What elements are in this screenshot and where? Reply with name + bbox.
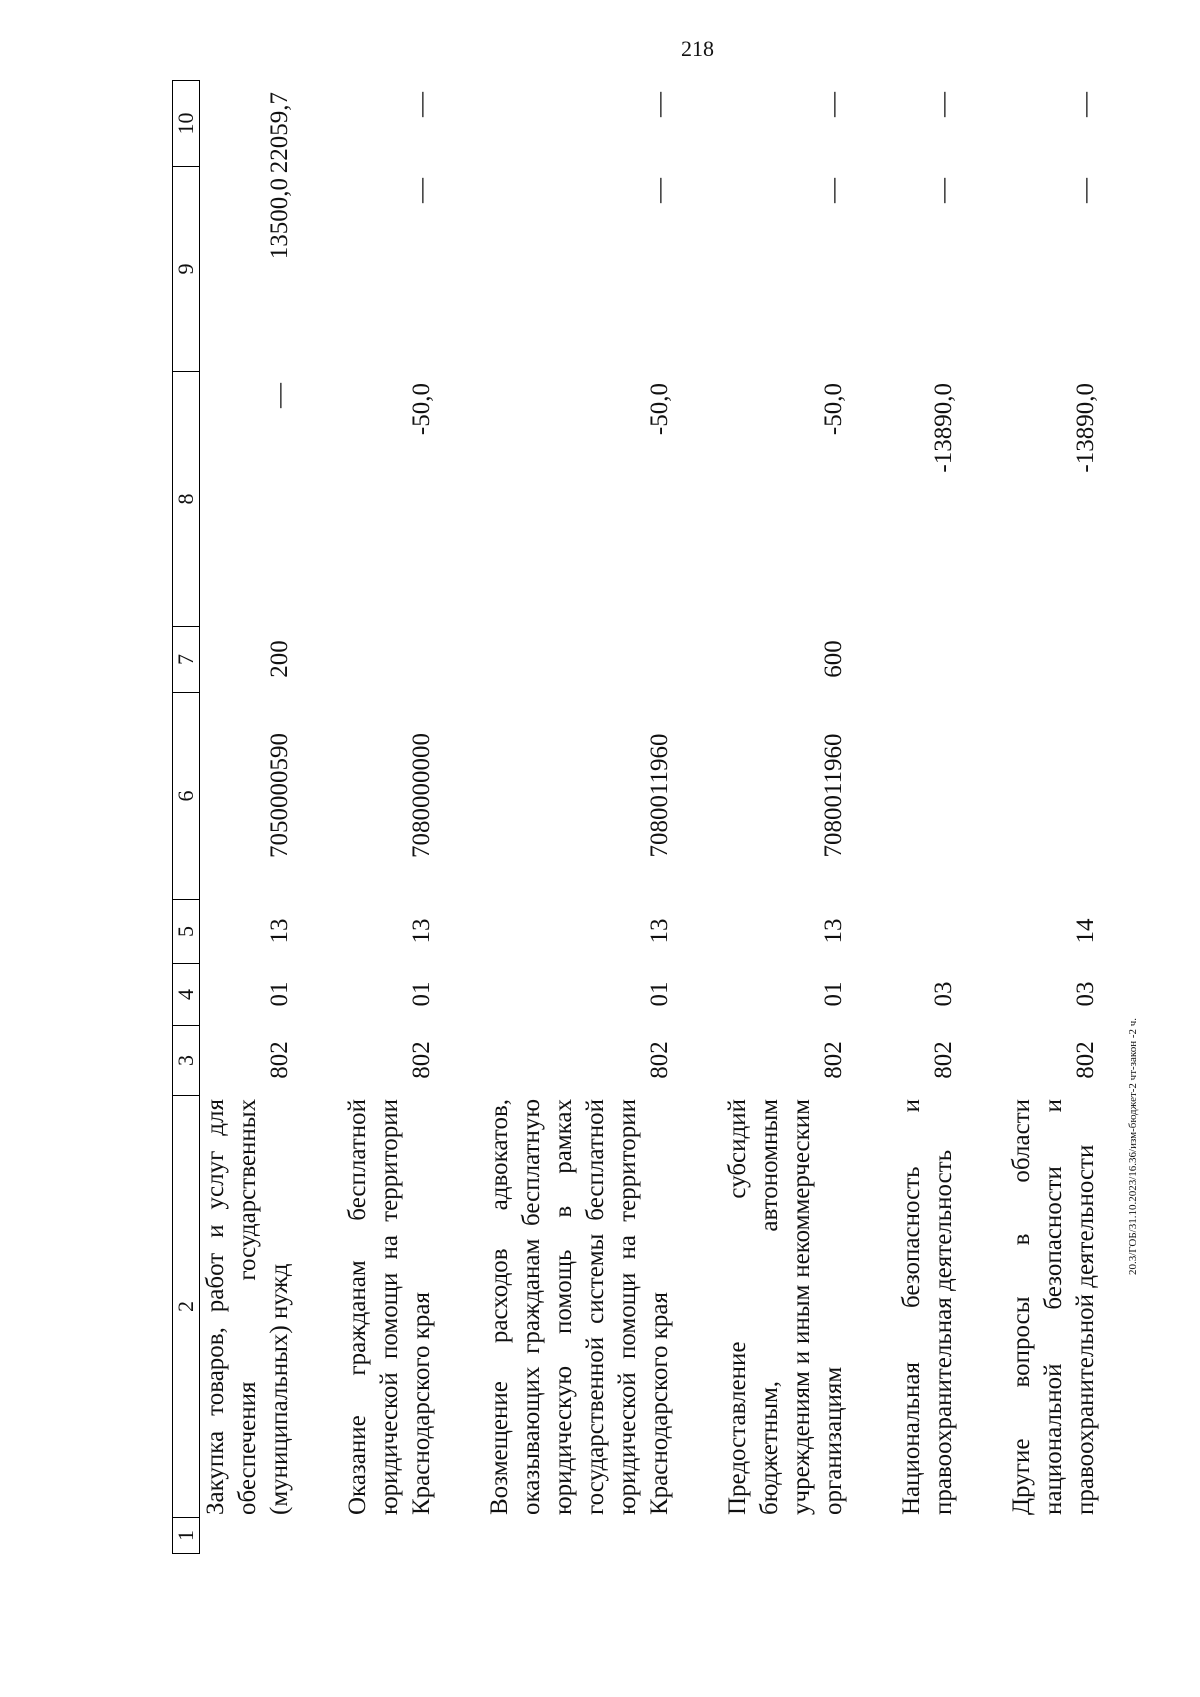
code-section: 01: [820, 981, 847, 1007]
code-ministry: 802: [1072, 1041, 1099, 1079]
amount-col-8: -13890,0: [1072, 383, 1099, 473]
amount-col-8: -13890,0: [930, 383, 957, 473]
header-col-5: 5: [172, 899, 200, 963]
budget-table: [172, 80, 1142, 1554]
code-expense-type: 200: [266, 640, 293, 678]
amount-col-9: 13500,0: [266, 178, 293, 260]
amount-col-9: —: [646, 178, 673, 203]
amount-col-9: —: [408, 178, 435, 203]
code-target-article: [1006, 692, 1102, 899]
amount-col-9: —: [930, 178, 957, 203]
header-col-1: 1: [172, 1517, 200, 1554]
code-section: 01: [266, 981, 293, 1007]
header-col-4: 4: [172, 963, 200, 1025]
code-ministry: 802: [646, 1041, 673, 1079]
row-number: [342, 1517, 438, 1554]
code-ministry: 802: [408, 1041, 435, 1079]
amount-col-10: —: [646, 92, 673, 117]
row-spacer: [676, 80, 722, 1554]
code-subsection: 13: [266, 918, 293, 944]
header-col-2: 2: [172, 1095, 200, 1517]
amount-col-8: —: [266, 383, 293, 408]
code-expense-type: 600: [820, 640, 847, 678]
code-subsection: 13: [820, 918, 847, 944]
row-spacer: [960, 80, 1006, 1554]
amount-col-10: —: [820, 92, 847, 117]
code-target-article: 7050000590: [266, 733, 293, 858]
code-target-article: 7080011960: [820, 733, 847, 858]
header-col-8: 8: [172, 371, 200, 626]
amount-col-10: —: [408, 92, 435, 117]
code-expense-type: [1006, 626, 1102, 692]
header-col-7: 7: [172, 626, 200, 692]
row-number: [896, 1517, 960, 1554]
code-expense-type: [896, 626, 960, 692]
row-spacer: [438, 80, 484, 1554]
header-col-3: 3: [172, 1025, 200, 1095]
row-spacer: [296, 80, 342, 1554]
code-section: 03: [930, 981, 957, 1007]
code-subsection: 13: [408, 918, 435, 944]
amount-col-8: -50,0: [408, 383, 435, 436]
row-description: Национальная безопасность и правоохранительная деятельность: [898, 1099, 957, 1515]
code-ministry: 802: [930, 1041, 957, 1079]
row-spacer: [850, 80, 896, 1554]
row-number: [200, 1517, 296, 1554]
code-target-article: 7080000000: [408, 733, 435, 858]
row-number: [722, 1517, 850, 1554]
budget-table-grid: [172, 80, 1102, 1554]
amount-col-8: -50,0: [820, 383, 847, 436]
code-subsection: 13: [646, 918, 673, 944]
amount-col-9: —: [1072, 178, 1099, 203]
code-target-article: 7080011960: [646, 733, 673, 858]
code-target-article: [896, 692, 960, 899]
footer-code: 20.3/ГОБ/31.10.2023/16.36/изм-бюджет-2 чт-закон -2 ч.: [1127, 1017, 1139, 1275]
amount-col-10: 22059,7: [266, 92, 293, 174]
code-subsection: [896, 899, 960, 963]
header-col-6: 6: [172, 692, 200, 899]
code-section: 03: [1072, 981, 1099, 1007]
amount-col-10: —: [1072, 92, 1099, 117]
header-col-9: 9: [172, 166, 200, 371]
code-section: 01: [408, 981, 435, 1007]
code-section: 01: [646, 981, 673, 1007]
row-description: Предоставление субсидий бюджетным, автономным учреждениям и иным некоммерческим организациям: [724, 1099, 847, 1515]
code-expense-type: [342, 626, 438, 692]
row-number: [484, 1517, 676, 1554]
amount-col-9: —: [820, 178, 847, 203]
row-number: [1006, 1517, 1102, 1554]
row-description: Возмещение расходов адвокатов, оказывающих гражданам бесплатную юридическую помощь в рамках государственной системы бесплатной юридической помощи на территории Краснодарского края: [486, 1099, 673, 1515]
code-ministry: 802: [820, 1041, 847, 1079]
amount-col-8: -50,0: [646, 383, 673, 436]
row-description: Оказание гражданам бесплатной юридической помощи на территории Краснодарского края: [344, 1099, 435, 1515]
page-number: 218: [681, 36, 714, 61]
code-ministry: 802: [266, 1041, 293, 1079]
header-col-10: 10: [172, 80, 200, 166]
code-subsection: 14: [1072, 918, 1099, 944]
code-expense-type: [484, 626, 676, 692]
row-description: Закупка товаров, работ и услуг для обеспечения государственных (муниципальных) нужд: [202, 1099, 293, 1515]
row-description: Другие вопросы в области национальной безопасности и правоохранительной деятельности: [1008, 1099, 1099, 1515]
amount-col-10: —: [930, 92, 957, 117]
